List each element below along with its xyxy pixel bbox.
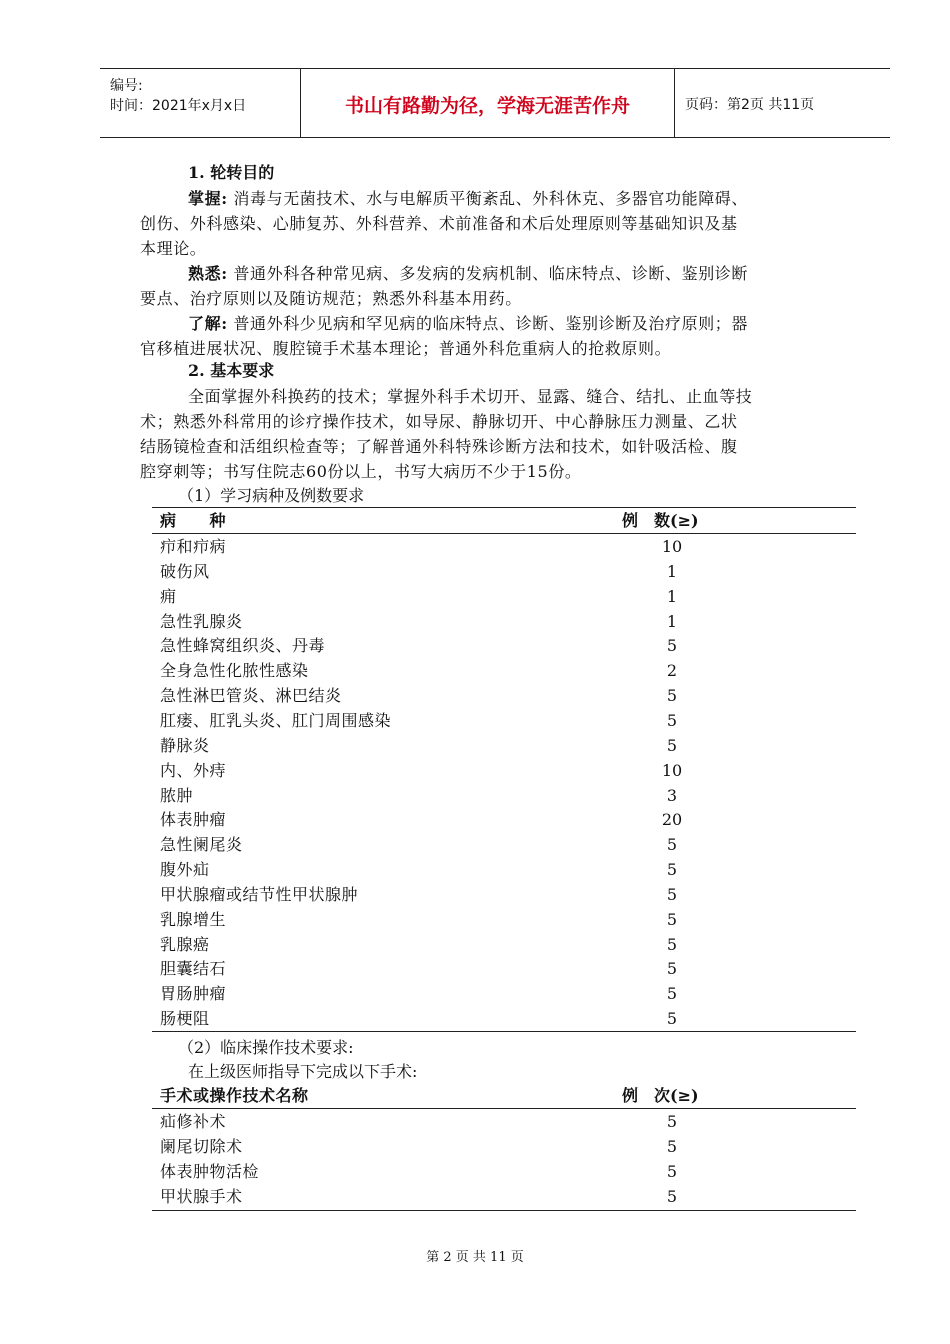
know-paragraph	[140, 311, 852, 361]
table-row	[152, 733, 856, 758]
know-line: 普通外科少见病和罕见病的临床特点、诊断、鉴别诊断及治疗原则；器	[233, 314, 749, 333]
header-page-cell	[675, 69, 890, 137]
header-name: 手术或操作技术名称	[160, 1086, 309, 1105]
master-line: 消毒与无菌技术、水与电解质平衡紊乱、外科休克、多器官功能障碍、	[233, 189, 749, 208]
row-name: 急性乳腺炎	[160, 611, 243, 631]
row-name: 腹外疝	[160, 860, 210, 880]
table-rule	[152, 1031, 856, 1032]
row-value: 5	[666, 735, 678, 755]
row-name: 乳腺增生	[160, 909, 227, 929]
row-name: 内、外痔	[160, 760, 227, 780]
row-name: 体表肿物活检	[160, 1162, 260, 1181]
section1-title: 1. 轮转目的	[188, 163, 275, 182]
table2-intro: 在上级医师指导下完成以下手术:	[188, 1062, 418, 1081]
master-line: 本理论。	[140, 239, 207, 258]
row-value: 5	[666, 1112, 678, 1131]
row-value: 5	[666, 1162, 678, 1181]
familiar-line: 要点、治疗原则以及随访规范；熟悉外科基本用药。	[140, 289, 522, 308]
table-row	[152, 633, 856, 658]
table-row	[152, 832, 856, 857]
table-rule	[152, 1210, 856, 1211]
row-value: 10	[661, 537, 683, 556]
row-name: 体表肿瘤	[160, 810, 227, 830]
row-value: 5	[666, 1137, 678, 1156]
row-name: 疝修补术	[160, 1112, 227, 1131]
row-value: 5	[666, 934, 678, 954]
table-row	[152, 882, 856, 907]
header-motto-cell	[301, 69, 675, 137]
row-name: 静脉炎	[160, 735, 210, 755]
row-value: 1	[666, 611, 678, 631]
table-row	[152, 1134, 856, 1159]
table-row	[152, 559, 856, 584]
row-name: 乳腺癌	[160, 934, 210, 954]
table-row	[152, 956, 856, 981]
row-name: 阑尾切除术	[160, 1137, 243, 1156]
header-value: 例 次(≥)	[622, 1086, 699, 1105]
header-value: 例 数(≥)	[622, 511, 699, 530]
section2-title: 2. 基本要求	[188, 361, 275, 380]
row-name: 急性淋巴管炎、淋巴结炎	[160, 686, 342, 706]
row-value: 1	[666, 561, 678, 581]
row-value: 5	[666, 636, 678, 656]
table-row	[152, 907, 856, 932]
table-row	[152, 683, 856, 708]
row-name: 全身急性化脓性感染	[160, 661, 309, 681]
row-name: 脓肿	[160, 785, 194, 805]
row-name: 痈	[160, 586, 177, 606]
row-name: 肠梗阻	[160, 1009, 210, 1029]
row-value: 3	[666, 785, 678, 805]
row-value: 5	[666, 884, 678, 904]
table-row	[152, 1109, 856, 1134]
table-row	[152, 534, 856, 559]
table-row	[152, 932, 856, 957]
row-value: 5	[666, 1187, 678, 1206]
requirements-line: 术；熟悉外科常用的诊疗操作技术，如导尿、静脉切开、中心静脉压力测量、乙状	[140, 412, 738, 431]
row-name: 疖和疖病	[160, 537, 227, 556]
table-row	[152, 1006, 856, 1031]
table-header	[152, 508, 856, 533]
requirements-paragraph	[140, 384, 852, 484]
row-value: 5	[666, 860, 678, 880]
table-row	[152, 807, 856, 832]
row-value: 5	[666, 909, 678, 929]
table-row	[152, 857, 856, 882]
table1-caption: （1）学习病种及例数要求	[178, 486, 365, 505]
row-name: 胃肠肿瘤	[160, 984, 227, 1004]
master-line: 创伤、外科感染、心肺复苏、外科营养、术前准备和术后处理原则等基础知识及基	[140, 214, 738, 233]
procedure-table	[152, 1083, 856, 1211]
row-name: 急性阑尾炎	[160, 835, 243, 855]
familiar-line: 普通外科各种常见病、多发病的发病机制、临床特点、诊断、鉴别诊断	[233, 264, 749, 283]
requirements-line: 结肠镜检查和活组织检查等；了解普通外科特殊诊断方法和技术，如针吸活检、腹	[140, 437, 738, 456]
row-value: 20	[661, 810, 683, 830]
know-label: 了解:	[188, 314, 228, 333]
table-row	[152, 1159, 856, 1184]
table-row	[152, 758, 856, 783]
table-row	[152, 584, 856, 609]
row-name: 肛瘘、肛乳头炎、肛门周围感染	[160, 710, 392, 730]
row-value: 2	[666, 661, 678, 681]
disease-table	[152, 507, 856, 1032]
requirements-line: 腔穿刺等；书写住院志60份以上，书写大病历不少于15份。	[140, 462, 582, 481]
row-name: 急性蜂窝组织炎、丹毒	[160, 636, 326, 656]
table-row	[152, 981, 856, 1006]
row-value: 5	[666, 1009, 678, 1029]
table-row	[152, 708, 856, 733]
row-value: 5	[666, 984, 678, 1004]
document-header	[100, 68, 890, 138]
page-label: 页码：第2页 共11页	[685, 97, 815, 113]
row-value: 5	[666, 710, 678, 730]
row-name: 破伤风	[160, 561, 210, 581]
row-value: 1	[666, 586, 678, 606]
table-row	[152, 609, 856, 634]
table-row	[152, 1184, 856, 1209]
page-footer: 第 2 页 共 11 页	[426, 1250, 524, 1265]
master-label: 掌握:	[188, 189, 228, 208]
table-row	[152, 783, 856, 808]
header-name: 病 种	[160, 511, 227, 530]
row-value: 10	[661, 760, 683, 780]
row-name: 胆囊结石	[160, 959, 227, 979]
table-header	[152, 1083, 856, 1108]
row-name: 甲状腺手术	[160, 1187, 243, 1206]
familiar-paragraph	[140, 261, 852, 311]
header-info-cell	[100, 69, 301, 137]
time-label: 时间：2021年x月x日	[110, 98, 247, 114]
table2-caption: （2）临床操作技术要求:	[178, 1038, 354, 1057]
master-paragraph	[140, 186, 852, 261]
number-label: 编号:	[110, 78, 143, 94]
motto: 书山有路勤为径，学海无涯苦作舟	[344, 95, 630, 117]
requirements-line: 全面掌握外科换药的技术；掌握外科手术切开、显露、缝合、结扎、止血等技	[188, 387, 753, 406]
row-value: 5	[666, 959, 678, 979]
row-name: 甲状腺瘤或结节性甲状腺肿	[160, 884, 359, 904]
row-value: 5	[666, 686, 678, 706]
table-row	[152, 658, 856, 683]
row-value: 5	[666, 835, 678, 855]
familiar-label: 熟悉:	[188, 264, 228, 283]
know-line: 官移植进展状况、腹腔镜手术基本理论；普通外科危重病人的抢救原则。	[140, 339, 672, 358]
